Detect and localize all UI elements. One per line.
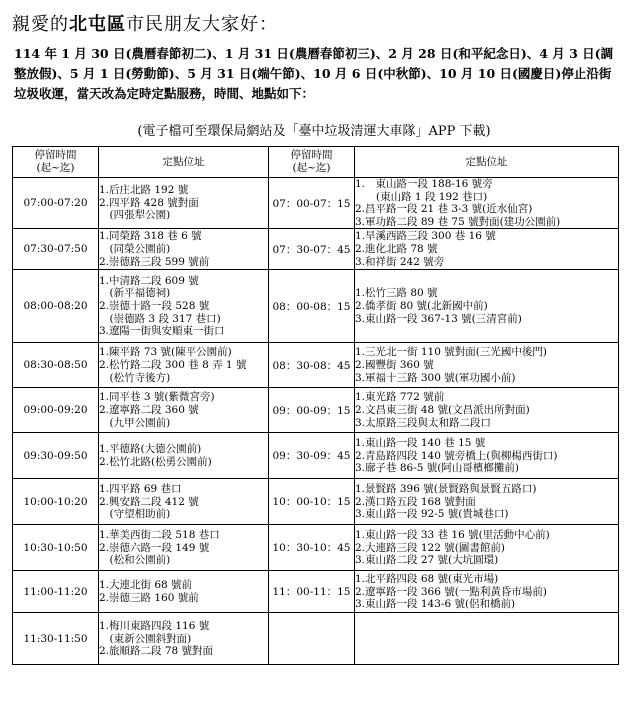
- location-line: 1.梅川東路四段 116 號: [99, 619, 210, 632]
- stop-locations-right: [355, 613, 619, 665]
- stop-locations-right: [355, 229, 619, 270]
- location-line: 3.東山路二段 27 號(大坑圓環): [355, 554, 499, 567]
- location-line: 1.旱溪西路三段 300 巷 16 號: [355, 230, 496, 243]
- location-line: 2.旅順路二段 78 號對面: [99, 645, 214, 658]
- location-line: 3.遼陽一街與安順東一街口: [99, 325, 225, 338]
- location-line: 2.漢口路五段 168 號對面: [355, 495, 476, 508]
- stop-locations-left: [99, 433, 269, 479]
- location-line: 2.興安路二段 412 號: [99, 495, 199, 508]
- location-line: 2.松竹北路(松勇公園前): [99, 455, 212, 468]
- location-line: 1.大連北街 68 號前: [99, 579, 193, 592]
- stop-time-left: 08:00-08:20: [13, 270, 99, 343]
- stop-time-right: 07：00-07：15: [269, 178, 355, 229]
- location-line: 1.中清路二段 609 號: [99, 274, 199, 287]
- header-location-left: 定點位址: [99, 147, 269, 178]
- location-line: 2.崇德路三段 599 號前: [99, 255, 210, 268]
- greeting-heading: [12, 10, 278, 36]
- location-line: 1.東光路 772 號前: [355, 391, 445, 404]
- location-line: 1.景賢路 396 號(景賢路與景賢五路口): [355, 482, 537, 495]
- table-row: [13, 571, 619, 613]
- stop-locations-left: [99, 229, 269, 270]
- location-line: (四張犁公園): [99, 209, 171, 222]
- location-line: 2.進化北路 78 號: [355, 243, 438, 256]
- location-line: 1.松竹三路 80 號: [355, 287, 438, 300]
- location-line: 3.太原路三段與太和路二段口: [355, 416, 492, 429]
- location-line: 1.同榮路 318 巷 6 號: [99, 230, 202, 243]
- table-row: [13, 525, 619, 571]
- location-line: (守望相助前): [99, 508, 171, 521]
- location-line: 1.平德路(大德公園前): [99, 443, 202, 456]
- location-line: 2.昌平路一段 21 巷 3-3 號(近水仙宮): [355, 203, 533, 216]
- table-row: [13, 178, 619, 229]
- stop-locations-left: [99, 479, 269, 525]
- stop-time-left: 10:30-10:50: [13, 525, 99, 571]
- stop-locations-right: [355, 433, 619, 479]
- location-line: 3.軍福十三路 300 號(軍功國小前): [355, 371, 516, 384]
- header-time-label: 停留時間: [290, 149, 333, 161]
- location-line: 1.華美西街二段 518 巷口: [99, 528, 220, 541]
- location-line: (松和公園前): [99, 554, 171, 567]
- location-line: 2.四平路 428 號對面: [99, 196, 199, 209]
- location-line: 1.后庄北路 192 號: [99, 184, 189, 197]
- stop-locations-left: [99, 388, 269, 433]
- location-line: 1.三光北一街 110 號對面(三光國中後門): [355, 346, 547, 359]
- location-line: 3.東山路一段 367-13 號(三清宮前): [355, 312, 522, 325]
- stop-locations-right: [355, 571, 619, 613]
- location-line: 1.北平路四段 68 號(東光市場): [355, 572, 499, 585]
- header-time-range: (起~迄): [36, 162, 75, 174]
- table-row: [13, 270, 619, 343]
- stop-time-right: 09：30-09：45: [269, 433, 355, 479]
- location-line: 2.文昌東三街 48 號(文昌派出所對面): [355, 404, 530, 417]
- download-source-note: (電子檔可至環保局網站及「臺中垃圾清運大車隊」APP 下載): [137, 124, 491, 139]
- location-line: 2.大連路三段 122 號(圖書館前): [355, 541, 505, 554]
- stop-locations-left: [99, 343, 269, 388]
- stop-time-left: 07:00-07:20: [13, 178, 99, 229]
- location-line: 1.東山路一段 140 巷 15 號: [355, 436, 486, 449]
- table-row: [13, 613, 619, 665]
- location-line: 2.崇德三路 160 號前: [99, 591, 199, 604]
- location-line: 1.東山路一段 33 巷 16 號(里活動中心前): [355, 528, 550, 541]
- table-row: [13, 388, 619, 433]
- table-row: [13, 229, 619, 270]
- stop-time-left: 08:30-08:50: [13, 343, 99, 388]
- table-row: [13, 433, 619, 479]
- stop-time-left: 10:00-10:20: [13, 479, 99, 525]
- stop-locations-right: [355, 388, 619, 433]
- location-line: 2.國豐街 360 號: [355, 359, 434, 372]
- stop-locations-right: [355, 479, 619, 525]
- location-line: 2.僑孝街 80 號(北新國中前): [355, 300, 488, 313]
- stop-time-right: 08：00-08：15: [269, 270, 355, 343]
- greeting-district: 北屯區: [69, 14, 126, 35]
- location-line: 2.青島路四段 140 號旁橋上(與柳楊西街口): [355, 449, 558, 462]
- header-time-right: [269, 147, 355, 178]
- greeting-prefix: 親愛的: [12, 14, 69, 35]
- location-line: (東山路 1 段 192 巷口): [355, 190, 488, 203]
- stop-locations-right: [355, 178, 619, 229]
- location-line: (同榮公園前): [99, 243, 171, 256]
- stop-locations-left: [99, 571, 269, 613]
- location-line: 1.同平巷 3 號(紫微宮旁): [99, 391, 215, 404]
- location-line: 1. 東山路一段 188-16 號旁: [355, 178, 493, 190]
- location-line: 2.松竹路二段 300 巷 8 弄 1 號: [99, 359, 247, 372]
- stop-locations-right: [355, 270, 619, 343]
- schedule-body: [13, 178, 619, 665]
- stop-time-left: 07:30-07:50: [13, 229, 99, 270]
- stop-locations-left: [99, 613, 269, 665]
- stop-time-left: 09:30-09:50: [13, 433, 99, 479]
- stop-time-right: 08：30-08：45: [269, 343, 355, 388]
- stop-time-right: 09：00-09：15: [269, 388, 355, 433]
- header-location-right: 定點位址: [355, 147, 619, 178]
- location-line: 3.東山路一段 143-6 號(侶和橋前): [355, 598, 516, 611]
- stop-locations-right: [355, 525, 619, 571]
- stop-time-right: 10：00-10：15: [269, 479, 355, 525]
- location-line: (東新公園斜對面): [99, 632, 192, 645]
- stop-time-right: 07：30-07：45: [269, 229, 355, 270]
- header-time-label: 停留時間: [34, 149, 77, 161]
- location-line: 2.遼寧路二段 360 號: [99, 404, 199, 417]
- stop-time-right: 11：00-11：15: [269, 571, 355, 613]
- location-line: 3.東山路一段 92-5 號(貴城巷口): [355, 508, 509, 521]
- location-line: 1.四平路 69 巷口: [99, 482, 182, 495]
- table-header-row: [13, 147, 619, 178]
- location-line: 2.遼寧路一段 366 號(一點利黃昏市場前): [355, 585, 547, 598]
- stop-locations-left: [99, 270, 269, 343]
- schedule-table: [12, 146, 619, 665]
- stop-time-left: 11:00-11:20: [13, 571, 99, 613]
- location-line: 2.崇德十路一段 528 號: [99, 300, 210, 313]
- stop-locations-right: [355, 343, 619, 388]
- stop-locations-left: [99, 525, 269, 571]
- location-line: 2.崇德六路一段 149 號: [99, 541, 210, 554]
- location-line: 3.廍子巷 86-5 號(阿山哥檳榔攤前): [355, 462, 519, 475]
- location-line: (九甲公園前): [99, 416, 171, 429]
- location-line: 1.陳平路 73 號(陳平公園前): [99, 346, 232, 359]
- stop-time-right: 10：30-10：45: [269, 525, 355, 571]
- location-line: (崇德路 3 段 317 巷口): [99, 312, 221, 325]
- location-line: (松竹寺後方): [99, 371, 171, 384]
- stop-time-left: 11:30-11:50: [13, 613, 99, 665]
- stop-time-right: [269, 613, 355, 665]
- stop-locations-left: [99, 178, 269, 229]
- location-line: 3.軍功路二段 89 巷 75 號對面(建功公園前): [355, 215, 561, 228]
- location-line: 3.和祥街 242 號旁: [355, 255, 445, 268]
- header-time-range: (起~迄): [292, 162, 331, 174]
- holiday-notice: 114 年 1 月 30 日(農曆春節初二)、1 月 31 日(農曆春節初三)、2 月 28 日(和平紀念日)、4 月 3 日(調整放假)、5 月 1 日(勞動節)、5 月 31 日(端午節)、10 月 6 日(中秋節)、10 月 10 日(國慶日)停止沿街垃圾收運，當天改為定時定點服務，時間、地點如下：: [14, 46, 614, 101]
- location-line: (新平福德祠): [99, 287, 171, 300]
- greeting-suffix: 市民朋友大家好：: [126, 14, 278, 35]
- header-time-left: [13, 147, 99, 178]
- table-row: [13, 479, 619, 525]
- table-row: [13, 343, 619, 388]
- stop-time-left: 09:00-09:20: [13, 388, 99, 433]
